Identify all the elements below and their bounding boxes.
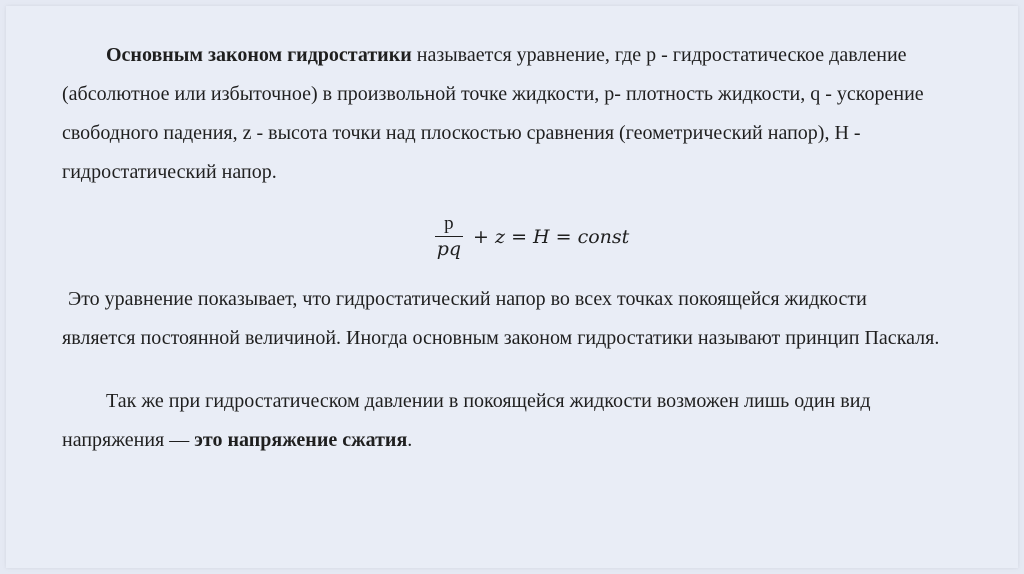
- definition-text: называется уравнение, где p - гидростатическое давление (абсолютное или избыточное) в произвольной точке жидкости, p- плотность жидкости, q - ускорение свободного падения, z - высота точки над плоскостью сравнения (геометрический напор), H - гидростатический напор.: [62, 44, 924, 183]
- paragraph-stress: [62, 382, 942, 460]
- hydrostatic-formula: [62, 214, 942, 260]
- stress-text: Так же при гидростатическом давлении в покоящейся жидкости возможен лишь один вид напряжения —: [62, 390, 871, 451]
- paragraph-definition: [62, 36, 942, 192]
- explanation-text: Это уравнение показывает, что гидростатический напор во всех точках покоящейся жидкости является постоянной величиной. Иногда основным законом гидростатики называют принцип Паскаля.: [62, 288, 940, 349]
- slide-content: [62, 36, 942, 460]
- bold-term: Основным законом гидростатики: [106, 44, 412, 66]
- bold-conclusion: это напряжение сжатия: [194, 429, 408, 451]
- formula-fraction: [435, 214, 463, 260]
- paragraph-explanation: [62, 280, 942, 358]
- formula-rest: + z = H = const: [467, 226, 630, 248]
- slide: [6, 6, 1018, 568]
- formula-denominator: pq: [436, 238, 462, 260]
- period: .: [407, 429, 413, 451]
- formula-numerator: p: [444, 213, 454, 234]
